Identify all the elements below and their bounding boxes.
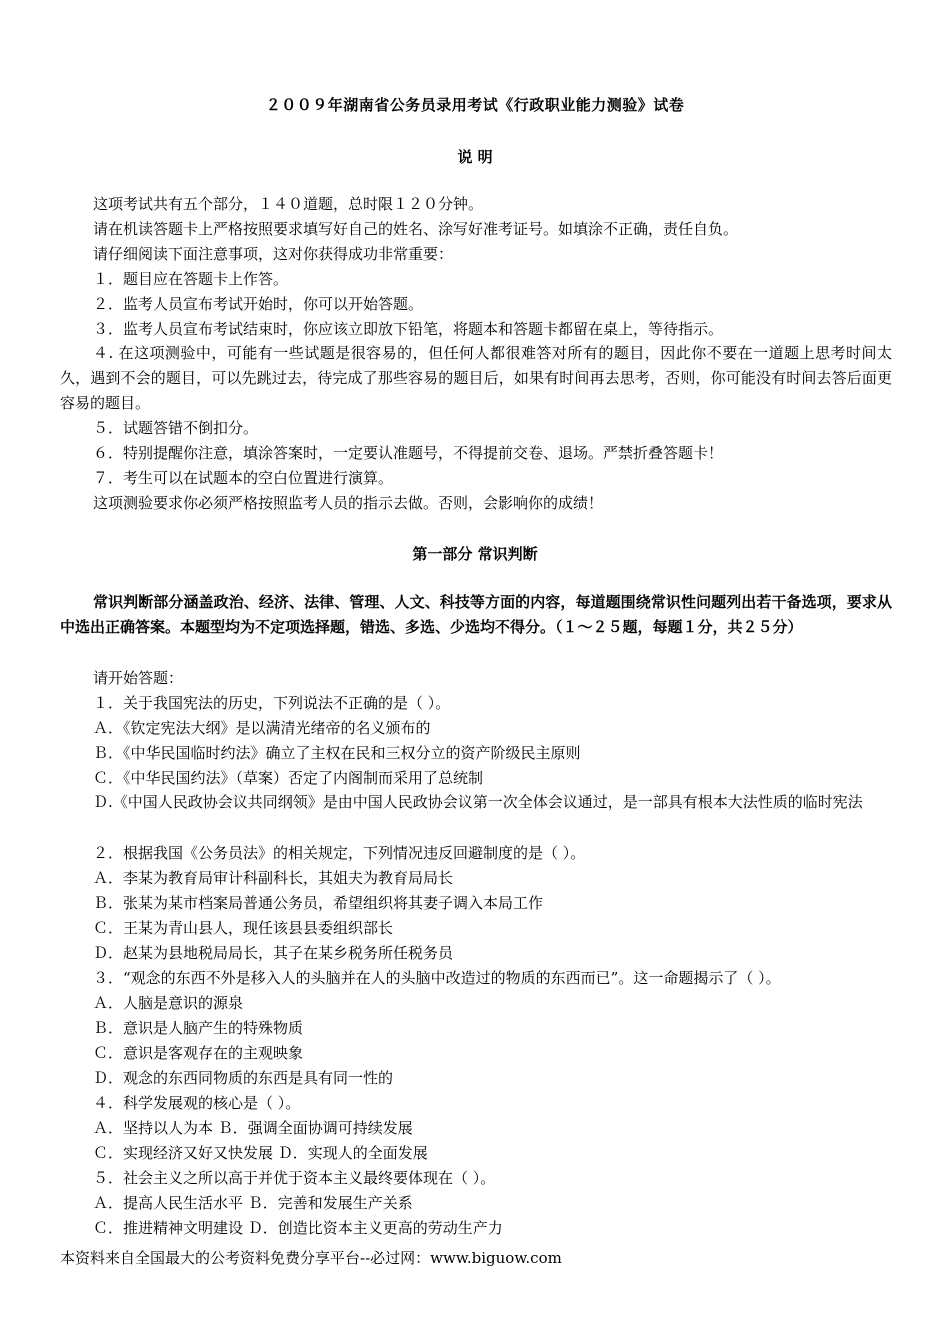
start-prompt: 请开始答题： [93,669,184,687]
question-3-option-a: Ａ．人脑是意识的源泉 [93,994,244,1012]
question-2-option-b: Ｂ．张某为某市档案局普通公务员，希望组织将其妻子调入本局工作 [93,894,544,912]
question-5-stem: ５．社会主义之所以高于并优于资本主义最终要体现在（ ）。 [93,1169,496,1187]
instruction-line: ２．监考人员宣布考试开始时，你可以开始答题。 [93,295,424,313]
question-2-stem: ２．根据我国《公务员法》的相关规定，下列情况违反回避制度的是（ ）。 [93,844,586,862]
instruction-line: 这项测验要求你必须严格按照监考人员的指示去做。否则，会影响你的成绩！ [93,494,604,512]
question-1-stem: １．关于我国宪法的历史，下列说法不正确的是（ ）。 [93,694,451,712]
question-1-option-b: Ｂ．《中华民国临时约法》确立了主权在民和三权分立的资产阶级民主原则 [93,744,581,762]
instruction-note-4: ４. 在这项测验中，可能有一些试题是很容易的，但任何人都很难答对所有的题目，因此你不要在一道题上思考时间太久，遇到不会的题目，可以先跳过去，待完成了那些容易的题目后，如果有时间再去思考，否则，你可能没有时间去答后面更容易的题目。 [60,344,892,412]
question-1-option-a: Ａ．《钦定宪法大纲》是以满清光绪帝的名义颁布的 [93,719,431,737]
question-3-option-c: Ｃ．意识是客观存在的主观映象 [93,1044,304,1062]
question-1-option-c: Ｃ．《中华民国约法》（草案）否定了内阁制而采用了总统制 [93,769,484,787]
question-3-option-b: Ｂ．意识是人脑产生的特殊物质 [93,1019,304,1037]
section-heading: 说 明 [457,148,493,166]
part1-intro: 常识判断部分涵盖政治、经济、法律、管理、人文、科技等方面的内容，每道题围绕常识性问题列出若干备选项，要求从中选出正确答案。本题型均为不定项选择题，错选、多选、少选均不得分。（１～２５题，每题１分，共２５分） [60,593,892,636]
question-4-options-ab: Ａ．坚持以人为本 Ｂ．强调全面协调可持续发展 [93,1119,413,1137]
question-2-option-c: Ｃ．王某为青山县人，现任该县县委组织部长 [93,919,394,937]
instruction-line: ７．考生可以在试题本的空白位置进行演算。 [93,469,394,487]
question-5-options-ab: Ａ．提高人民生活水平 Ｂ．完善和发展生产关系 [93,1194,413,1212]
question-2-option-a: Ａ．李某为教育局审计科副科长，其姐夫为教育局局长 [93,869,454,887]
instruction-line: ３．监考人员宣布考试结束时，你应该立即放下铅笔，将题本和答题卡都留在桌上，等待指示。 [93,320,724,338]
question-2-option-d: Ｄ．赵某为县地税局局长，其子在某乡税务所任税务员 [93,944,454,962]
instruction-line: 请仔细阅读下面注意事项，这对你获得成功非常重要： [93,245,454,263]
question-4-options-cd: Ｃ．实现经济又好又快发展 Ｄ．实现人的全面发展 [93,1144,428,1162]
exam-title: ２００９年湖南省公务员录用考试《行政职业能力测验》试卷 [265,96,685,114]
instruction-line: １．题目应在答题卡上作答。 [93,270,289,288]
instruction-line: ６．特别提醒你注意，填涂答案时，一定要认准题号，不得提前交卷、退场。严禁折叠答题卡！ [93,444,724,462]
part1-heading: 第一部分 常识判断 [412,545,538,563]
question-5-options-cd: Ｃ．推进精神文明建设 Ｄ．创造比资本主义更高的劳动生产力 [93,1219,503,1237]
instruction-line: 这项考试共有五个部分，１４０道题，总时限１２０分钟。 [93,195,484,213]
instruction-line: 请在机读答题卡上严格按照要求填写好自己的姓名、涂写好准考证号。如填涂不正确，责任自负。 [93,220,739,238]
question-3-stem: ３．“观念的东西不外是移入人的头脑并在人的头脑中改造过的物质的东西而已”。这一命题揭示了（ ）。 [93,969,781,987]
footer-source-note: 本资料来自全国最大的公考资料免费分享平台--必过网：www.biguow.com [60,1249,562,1267]
question-1-option-d: Ｄ.《中国人民政协会议共同纲领》是由中国人民政协会议第一次全体会议通过，是一部具有根本大法性质的临时宪法 [93,793,863,811]
instruction-line: ５．试题答错不倒扣分。 [93,419,259,437]
question-4-stem: ４．科学发展观的核心是（ ）。 [93,1094,301,1112]
question-3-option-d: Ｄ．观念的东西同物质的东西是具有同一性的 [93,1069,394,1087]
